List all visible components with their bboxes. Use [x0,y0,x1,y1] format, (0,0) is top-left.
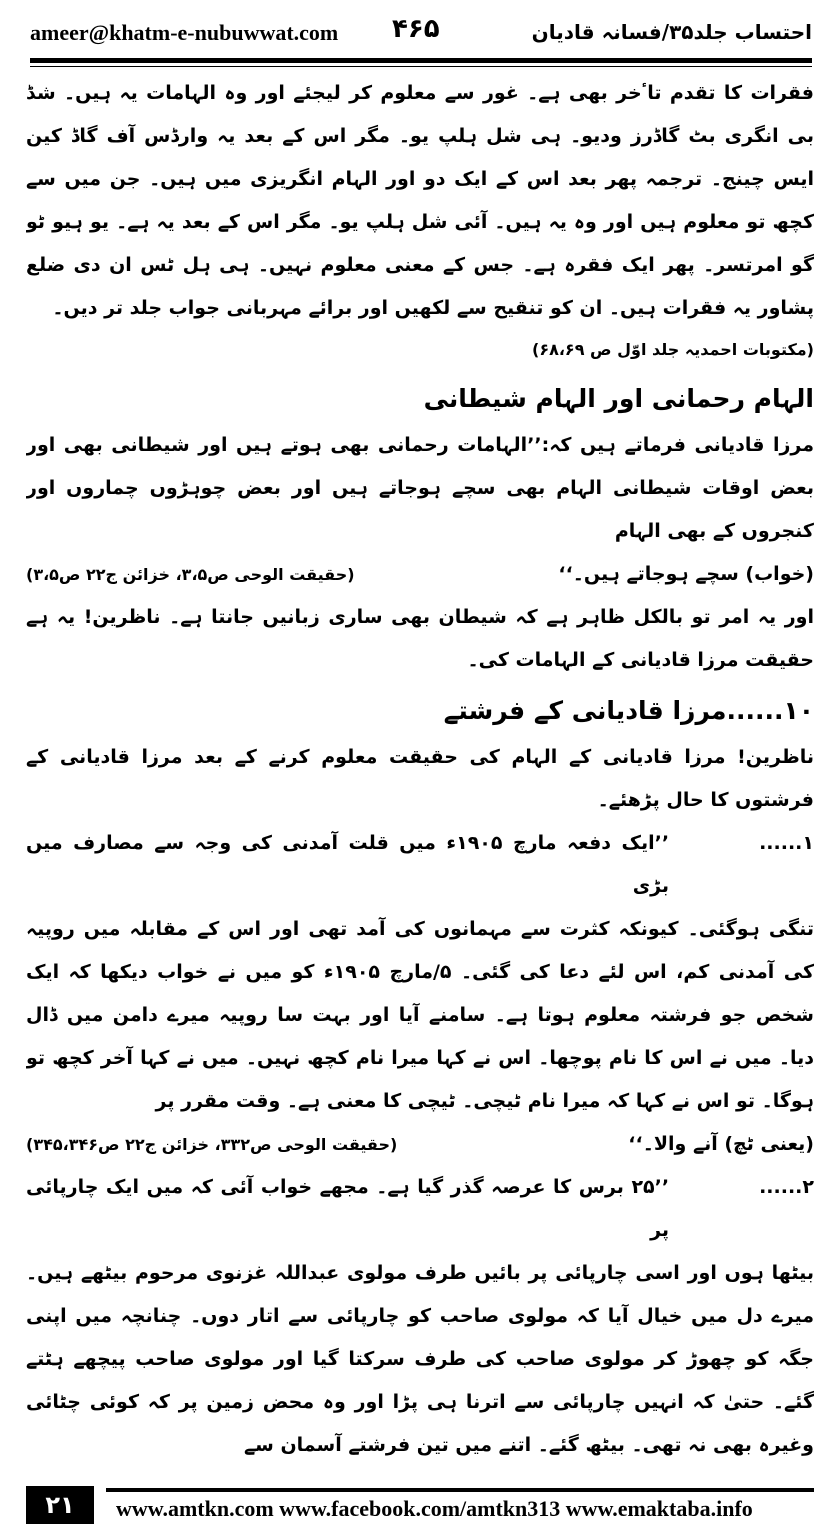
header-rule-thick [30,58,812,63]
paragraph-5: تنگی ہوگئی۔ کیونکہ کثرت سے مہمانوں کی آمد تھی اور اس کے مقابلہ میں روپیہ کی آمدنی کم، اس لئے دعا کی گئی۔ ۵/مارچ ۱۹۰۵ء کو میں نے خواب دیکھا کہ ایک شخص جو فرشتہ معلوم ہوتا ہے۔ سامنے آیا اور بہت سا روپیہ میرے دامن میں ڈال دیا۔ میں نے اس کا نام پوچھا۔ اس نے کہا میرا نام کچھ نہیں۔ میں نے کہا آخر کچھ تو ہوگا۔ تو اس نے کہا کہ میرا نام ٹیچی۔ ٹیچی کا معنی ہے۔ وقت مقرر پر [26,918,814,1112]
reference-line-2 [26,553,814,596]
header-page-number: ۴۶۵ [392,14,440,44]
paragraph-3: اور یہ امر تو بالکل ظاہر ہے کہ شیطان بھی ساری زبانیں جانتا ہے۔ ناظرین! یہ ہے حقیقت مرزا قادیانی کے الہامات کی۔ [26,606,814,671]
reference-2: (حقیقت الوحی ص۳،۵، خزائن ج۲۲ ص۳،۵) [26,565,355,584]
page-body [26,72,814,1472]
paragraph-1: فقرات کا تقدم تاٴخر بھی ہے۔ غور سے معلوم کر لیجئے اور وہ الہامات یہ ہیں۔ شڈ بی انگری بٹ گاڈرز ودیو۔ ہی شل ہلپ یو۔ مگر اس کے بعد یہ وارڈس آف گاڈ کین ایس چینج۔ ترجمہ پھر بعد اس کے ایک دو اور الہام انگریزی میں ہیں۔ جن میں سے کچھ تو معلوم ہیں اور وہ یہ ہیں۔ آئی شل ہلپ یو۔ مگر اس کے بعد یہ ہے۔ یو ہیو ٹو گو امرتسر۔ پھر ایک فقرہ ہے۔ جس کے معنی معلوم نہیں۔ ہی ہل ٹس ان دی ضلع پشاور یہ فقرات ہیں۔ ان کو تنقیح سے لکھیں اور برائے مہربانی جواب جلد تر دیں۔ [26,82,814,319]
section-heading-1: الہام رحمانی اور الہام شیطانی [423,384,814,413]
footer-rule [106,1488,814,1492]
paragraph-5-end: (یعنی ٹچ) آنے والا۔‘‘ [628,1133,814,1155]
section-heading-2: ۱۰......مرزا قادیانی کے فرشتے [443,696,814,725]
reference-line-3 [26,1123,814,1166]
page-footer [26,1486,814,1524]
list-item-2-text: ’’۲۵ برس کا عرصہ گذر گیا ہے۔ مجھے خواب آئی کہ میں ایک چارپائی پر [26,1176,670,1241]
list-item-1-number: ۱...... [759,832,814,854]
paragraph-2-end: (خواب) سچے ہوجاتے ہیں۔‘‘ [558,563,814,585]
header-book-title: احتساب جلد۳۵/فسانہ قادیان [531,20,812,44]
reference-3: (حقیقت الوحی ص۳۳۲، خزائن ج۲۲ ص۳۴۵،۳۴۶) [26,1135,398,1154]
paragraph-6: بیٹھا ہوں اور اسی چارپائی پر بائیں طرف مولوی عبداللہ غزنوی مرحوم بیٹھے ہیں۔ میرے دل میں خیال آیا کہ مولوی صاحب کو چارپائی سے اتار دوں۔ چنانچہ میں اپنی جگہ کو چھوڑ کر مولوی صاحب کی طرف سرکتا گیا اور مولوی صاحب پیچھے ہٹتے گئے۔ حتیٰ کہ انہیں چارپائی سے اترنا ہی پڑا اور وہ محض زمین پر کہ کوئی چٹائی وغیرہ بھی نہ تھی۔ بیٹھ گئے۔ اتنے میں تین فرشتے آسمان سے [26,1262,814,1456]
paragraph-2: مرزا قادیانی فرماتے ہیں کہ:’’الہامات رحمانی بھی ہوتے ہیں اور شیطانی بھی اور بعض اوقات شیطانی الہام بھی سچے ہوجاتے ہیں اور بعض چوہڑوں چماروں اور کنجروں کے بھی الہام [26,434,814,542]
header-email[interactable]: ameer@khatm-e-nubuwwat.com [30,20,339,45]
list-item-1-text: ’’ایک دفعہ مارچ ۱۹۰۵ء میں قلت آمدنی کی وجہ سے مصارف میں بڑی [26,832,670,897]
reference-1: (مکتوبات احمدیہ جلد اوّل ص ۶۸،۶۹) [532,340,814,359]
footer-links[interactable]: www.amtkn.com www.facebook.com/amtkn313 www.emaktaba.info [116,1496,753,1521]
paragraph-4: ناظرین! مرزا قادیانی کے الہام کی حقیقت معلوم کرنے کے بعد مرزا قادیانی کے فرشتوں کا حال پڑھئے۔ [26,746,814,811]
list-item-2-number: ۲...... [759,1176,814,1198]
page-header [30,16,812,50]
footer-page-number: ۲۱ [26,1486,94,1524]
header-rule-thin [30,66,812,67]
list-item-1-start [26,822,814,908]
list-item-2-start [26,1166,814,1252]
